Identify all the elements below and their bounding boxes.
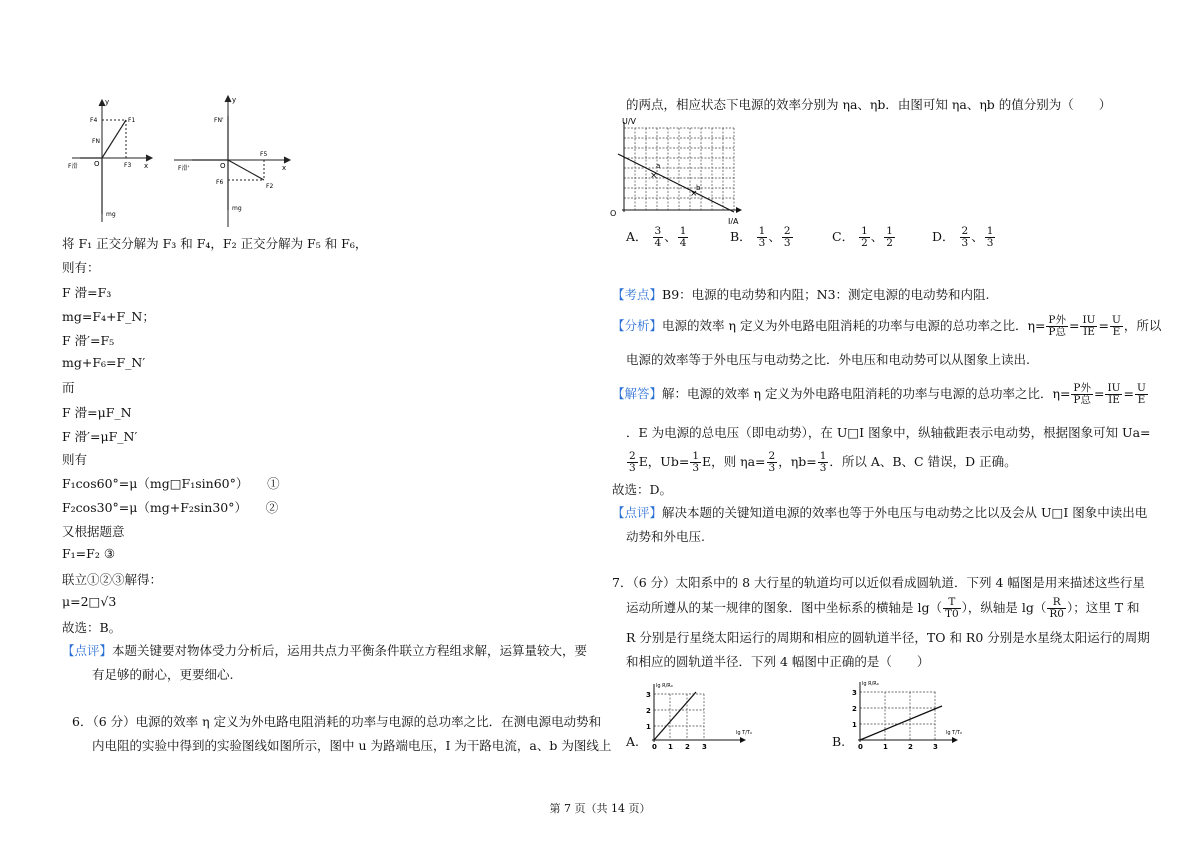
graph-b-x-1: 1 bbox=[883, 743, 888, 751]
fig2-f5: F5 bbox=[260, 151, 268, 158]
graph-a-y-3: 3 bbox=[646, 691, 651, 699]
graph-a-x-1: 1 bbox=[668, 743, 673, 751]
eq-result: μ=2□√3 bbox=[62, 594, 117, 609]
jieda-frac-2 bbox=[1105, 383, 1122, 406]
option-c-d2: 2 bbox=[886, 237, 893, 249]
eq-2: mg=F₄+F_N； bbox=[62, 309, 155, 324]
fig2-f6: F6 bbox=[216, 179, 224, 186]
option-b-n1: 1 bbox=[758, 225, 766, 237]
jieda-3c: ，ηb= bbox=[778, 454, 817, 469]
option-d: D． $\frac{2}{3}$ 、 $\frac{1}{3}$ bbox=[932, 225, 994, 249]
option-b-d2: 3 bbox=[783, 237, 791, 249]
fenxi-text-1: 电源的效率 η 定义为外电路电阻消耗的功率与电源的总功率之比．η= bbox=[662, 318, 1046, 333]
graph-ylabel: U/V bbox=[622, 117, 637, 126]
fenxi-f2d: IE bbox=[1083, 326, 1095, 338]
fenxi-line-1: 【分析】电源的效率 η 定义为外电路电阻消耗的功率与电源的总功率之比．η= $\frac{\text{P外}}{\text{P总}}$ = $\frac{IU}{IE}$ = $\frac{U}{E}$ ，所以 bbox=[612, 314, 1162, 338]
option-d-d1: 3 bbox=[961, 237, 969, 249]
eq-7: F₁cos60°=μ（mg□F₁sin60°） ① bbox=[62, 476, 280, 491]
jieda-text-1: 解：电源的效率 η 定义为外电路电阻消耗的功率与电源的总功率之比．η= bbox=[662, 386, 1071, 401]
answer-line: 故选：D。 bbox=[612, 482, 673, 497]
fig2-x: x bbox=[282, 164, 287, 172]
jieda-f3d: E bbox=[1137, 394, 1146, 406]
q7-line-2 bbox=[626, 594, 1140, 622]
force-diagram-1 bbox=[72, 100, 152, 222]
line-given: 又根据题意 bbox=[62, 524, 125, 539]
comment-line-1 bbox=[62, 641, 587, 659]
option-d-label: D． bbox=[932, 229, 955, 244]
graph-a-xlabel: lg T/T₀ bbox=[736, 730, 752, 736]
option-c-n2: 1 bbox=[886, 225, 893, 237]
option-a-d2: 4 bbox=[679, 237, 687, 249]
graph-b-ylabel: lg R/R₀ bbox=[862, 681, 879, 687]
graph-b-xlabel: lg T/T₀ bbox=[946, 730, 962, 736]
fig1-f1: F1 bbox=[128, 117, 136, 124]
eq-8: F₂cos30°=μ（mg+F₂sin30°） ② bbox=[62, 500, 279, 515]
fenxi-f1d: P总 bbox=[1048, 326, 1066, 338]
fig2-fric: F滑' bbox=[178, 165, 190, 172]
graph-point-b: b bbox=[696, 184, 701, 192]
option-d-frac-2 bbox=[985, 226, 996, 249]
graph-b-y-1: 1 bbox=[852, 721, 857, 729]
eq-9: F₁=F₂ ③ bbox=[62, 546, 116, 561]
pingping-text-1: 解决本题的关键知道电源的效率也等于外电压与电动势之比以及会从 U□I 图象中读出电 bbox=[662, 505, 1148, 520]
line-decompose: 将 F₁ 正交分解为 F₃ 和 F₄，F₂ 正交分解为 F₅ 和 F₆， bbox=[62, 236, 368, 251]
q7-frac-r bbox=[1047, 597, 1066, 620]
option-b: B． $\frac{1}{3}$ 、 $\frac{2}{3}$ bbox=[730, 225, 791, 249]
jieda-f1n: P外 bbox=[1073, 382, 1091, 394]
option-d-d2: 3 bbox=[986, 237, 994, 249]
pingping-line-2: 动势和外电压. bbox=[626, 529, 705, 544]
option-c-frac-1 bbox=[859, 226, 870, 249]
fig1-mg: mg bbox=[106, 211, 116, 218]
graph-point-a-mark: × bbox=[650, 171, 658, 181]
kaodian-text: B9：电源的电动势和内阻；N3：测定电源的电动势和内阻. bbox=[662, 287, 990, 302]
graph-b-y-2: 2 bbox=[852, 705, 857, 713]
q6-line-3: 的两点，相应状态下电源的效率分别为 ηa、ηb．由图可知 ηa、ηb 的值分别为（ ） bbox=[626, 97, 1112, 112]
graph-b-x-2: 2 bbox=[908, 743, 913, 751]
fenxi-frac-3 bbox=[1110, 315, 1123, 338]
ub-frac bbox=[690, 451, 701, 474]
line-then2: 则有 bbox=[62, 452, 88, 467]
jieda-f2n: IU bbox=[1107, 382, 1121, 394]
eq-6: F 滑′=μF_N′ bbox=[62, 429, 138, 444]
fig2-y: y bbox=[232, 96, 237, 104]
fig1-o: O bbox=[94, 160, 100, 168]
graph-b-x-0: 0 bbox=[858, 743, 863, 751]
option-d-frac-1 bbox=[960, 226, 971, 249]
q7-line-3: R 分别是行星绕太阳运行的周期和相应的圆轨道半径，TO 和 R0 分别是水星绕太阳运行的周期 bbox=[626, 630, 1150, 645]
option-d-n1: 2 bbox=[961, 225, 969, 237]
fenxi-tag: 【分析】 bbox=[612, 318, 663, 333]
kaodian-line bbox=[612, 285, 990, 303]
pingping-line-1 bbox=[612, 503, 1147, 521]
graph-b-x-3: 3 bbox=[933, 743, 938, 751]
line-answer: 故选：B。 bbox=[62, 620, 122, 635]
q7-line-4: 和相应的圆轨道半径．下列 4 幅图中正确的是（ ） bbox=[626, 654, 930, 669]
option-a-d1: 4 bbox=[654, 237, 662, 249]
option-a-label: A． bbox=[626, 229, 648, 244]
option-a-n2: 1 bbox=[679, 225, 687, 237]
fenxi-tail: ，所以 bbox=[1123, 318, 1162, 333]
graph-b-y-3: 3 bbox=[852, 689, 857, 697]
eq-5: F 滑=μF_N bbox=[62, 405, 132, 420]
fenxi-f3d: E bbox=[1112, 326, 1121, 338]
comment-line-2: 有足够的耐心，更要细心. bbox=[92, 667, 234, 682]
graph-a-x-2: 2 bbox=[685, 743, 690, 751]
option-b-graph-label: B. bbox=[832, 734, 846, 749]
option-b-n2: 2 bbox=[783, 225, 791, 237]
fig1-x: x bbox=[144, 162, 149, 170]
ub-n: 1 bbox=[692, 450, 700, 462]
option-a-frac-2 bbox=[678, 226, 689, 249]
option-c-frac-2 bbox=[884, 226, 895, 249]
ua-n: 2 bbox=[629, 450, 636, 462]
jieda-tag: 【解答】 bbox=[612, 386, 663, 401]
fenxi-f1n: P外 bbox=[1048, 314, 1066, 326]
comment-tag: 【点评】 bbox=[62, 643, 113, 658]
ua-d: 3 bbox=[629, 462, 636, 474]
jieda-f1d: P总 bbox=[1073, 394, 1091, 406]
graph-a-x-0: 0 bbox=[652, 743, 657, 751]
q7-2a: 运动所遵从的某一规律的图象．图中坐标系的横轴是 lg（ bbox=[626, 600, 942, 615]
graph-xlabel: I/A bbox=[728, 217, 739, 224]
eta-b-frac bbox=[818, 451, 829, 474]
jieda-f3n: U bbox=[1136, 382, 1146, 394]
option-b-d1: 3 bbox=[758, 237, 766, 249]
line-then: 则有： bbox=[62, 260, 100, 275]
kaodian-tag: 【考点】 bbox=[612, 287, 663, 302]
ui-graph bbox=[610, 116, 745, 224]
option-a-frac-1 bbox=[653, 226, 664, 249]
fenxi-f2n: IU bbox=[1082, 314, 1096, 326]
fenxi-f3n: U bbox=[1111, 314, 1121, 326]
page-footer: 第 7 页（共 14 页） bbox=[549, 802, 651, 815]
force-diagrams bbox=[62, 92, 302, 232]
q7-2c: ）；这里 T 和 bbox=[1067, 600, 1140, 615]
graph-point-b-mark: × bbox=[690, 189, 698, 199]
graph-a-y-1: 1 bbox=[646, 723, 651, 731]
option-c-n1: 1 bbox=[861, 225, 868, 237]
q7-t: T bbox=[943, 597, 961, 609]
jieda-line-3 bbox=[626, 448, 1017, 476]
graph-option-b bbox=[846, 678, 976, 752]
fig1-y: y bbox=[105, 98, 110, 106]
eq-3: F 滑′=F₅ bbox=[62, 333, 115, 348]
option-a: A． $\frac{3}{4}$ 、 $\frac{1}{4}$ bbox=[626, 225, 687, 249]
option-a-n1: 3 bbox=[654, 225, 662, 237]
q6-line-1: 6．（6 分）电源的效率 η 定义为外电路电阻消耗的功率与电源的总功率之比．在测电源电动势和 bbox=[72, 714, 602, 729]
comment-text-1: 本题关键要对物体受力分析后，运用共点力平衡条件联立方程组求解，运算量较大，要 bbox=[112, 643, 588, 658]
jieda-frac-1 bbox=[1071, 383, 1093, 406]
q6-line-2: 内电阻的实验中得到的实验图线如图所示，图中 u 为路端电压，I 为干路电流，a、b 为图线上 bbox=[92, 738, 612, 753]
q7-r: R bbox=[1047, 597, 1066, 609]
line-combine: 联立①②③解得： bbox=[62, 572, 163, 587]
option-c: C． $\frac{1}{2}$ 、 $\frac{1}{2}$ bbox=[832, 225, 893, 249]
jieda-frac-3 bbox=[1135, 383, 1148, 406]
graph-option-a bbox=[640, 680, 770, 752]
fig2-o: O bbox=[220, 162, 226, 170]
q7-2b: ），纵轴是 lg（ bbox=[961, 600, 1047, 615]
eta-a-frac bbox=[767, 451, 778, 474]
eta-a-d: 3 bbox=[768, 462, 776, 474]
jieda-line-2: ．E 为电源的总电压（即电动势），在 U□I 图象中，纵轴截距表示电动势，根据图象可知 Ua= bbox=[626, 425, 1151, 440]
fenxi-frac-1 bbox=[1046, 315, 1068, 338]
fig1-f3: F3 bbox=[124, 162, 132, 169]
eq-4: mg+F₆=F_N′ bbox=[62, 355, 146, 370]
eta-b-d: 3 bbox=[819, 462, 827, 474]
q7-r0: R0 bbox=[1049, 608, 1064, 620]
fig1-fric: F滑 bbox=[68, 163, 78, 170]
option-c-label: C． bbox=[832, 229, 855, 244]
graph-a-ylabel: lg R/R₀ bbox=[656, 683, 673, 689]
jieda-f2d: IE bbox=[1108, 394, 1120, 406]
ub-d: 3 bbox=[692, 462, 700, 474]
option-b-frac-2 bbox=[782, 226, 793, 249]
graph-a-y-2: 2 bbox=[646, 707, 651, 715]
option-a-graph-label: A. bbox=[626, 734, 640, 749]
graph-origin: O bbox=[610, 209, 617, 218]
jieda-3b: E，则 ηa= bbox=[702, 454, 766, 469]
fig1-f4: F4 bbox=[90, 117, 98, 124]
eq-1: F 滑=F₃ bbox=[62, 285, 112, 300]
q7-frac-t bbox=[943, 597, 961, 620]
eta-b-n: 1 bbox=[819, 450, 827, 462]
option-b-label: B． bbox=[730, 229, 752, 244]
q7-line-1: 7．（6 分）太阳系中的 8 大行星的轨道均可以近似看成圆轨道．下列 4 幅图是用来描述这些行星 bbox=[612, 575, 1145, 590]
ua-frac bbox=[627, 451, 638, 474]
graph-a-x-3: 3 bbox=[702, 743, 707, 751]
fig2-fn: FN' bbox=[214, 117, 224, 124]
jieda-3d: ．所以 A、B、C 错误，D 正确。 bbox=[829, 454, 1017, 469]
option-b-frac-1 bbox=[757, 226, 768, 249]
jieda-3a: E，Ub= bbox=[638, 454, 690, 469]
fig2-f2: F2 bbox=[266, 183, 274, 190]
fig1-fn: FN bbox=[92, 138, 100, 145]
line-and: 而 bbox=[62, 380, 75, 395]
graph-point-a: a bbox=[656, 162, 661, 170]
q7-t0: T0 bbox=[944, 608, 959, 620]
eta-a-n: 2 bbox=[768, 450, 776, 462]
fenxi-line-2: 电源的效率等于外电压与电动势之比．外电压和电动势可以从图象上读出. bbox=[626, 352, 1030, 367]
pingping-tag: 【点评】 bbox=[612, 505, 663, 520]
jieda-line-1: 【解答】解：电源的效率 η 定义为外电路电阻消耗的功率与电源的总功率之比．η= $\frac{\text{P外}}{\text{P总}}$ = $\frac{IU}{IE}$ = $\frac{U}{E}$ bbox=[612, 382, 1146, 406]
fenxi-frac-2 bbox=[1080, 315, 1097, 338]
fig2-mg: mg bbox=[232, 205, 242, 212]
option-c-d1: 2 bbox=[861, 237, 868, 249]
option-d-n2: 1 bbox=[986, 225, 994, 237]
